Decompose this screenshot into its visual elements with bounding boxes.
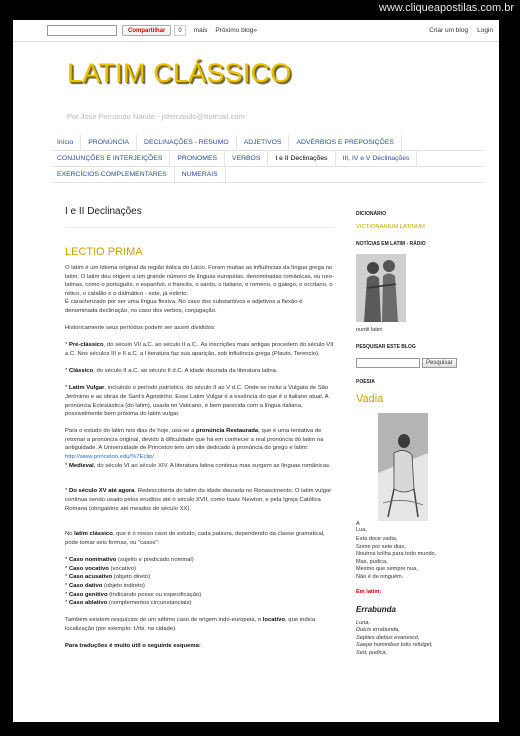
- poem-line: Mas, pudica,: [356, 558, 388, 565]
- share-count: 0: [174, 25, 185, 36]
- term-classico: Clássico: [68, 368, 94, 375]
- case-desc: (vocativo): [108, 565, 137, 572]
- restaurada-text-a: Para o estudo do latim nos dias de hoje, usa-se a: [65, 428, 196, 435]
- login-link[interactable]: Login: [477, 27, 493, 34]
- paragraph-vulgar: * Latim Vulgar, incluindo o período patrístico, do século II ao V d.C. Onde se inclui a Vulgata de São Jerônimo e as obras de Sant’s Agostinho. Esse Latim Vulgar é a essência do que é o italiano atual. A pronúncia Eclesiástica (do latim), usada no Vaticano, é bem parecida com a língua italiana, possivelmente bem próxima do latim vulgar.: [65, 385, 329, 418]
- poem-line: Mesmo que sempre nua,: [356, 566, 418, 573]
- dictionary-heading: DICIONÁRIO: [356, 211, 386, 217]
- statue-icon: [356, 254, 406, 322]
- post-body: [65, 264, 335, 651]
- tab-numerais[interactable]: NUMERAIS: [175, 167, 226, 183]
- tab-iii-iv-v-declinacoes[interactable]: III, IV e V Declinações: [336, 151, 418, 167]
- blogger-navbar: [13, 20, 499, 42]
- tabs-row-2: [53, 151, 483, 167]
- poem-latin: [356, 620, 466, 658]
- poem-line: Septies diebus evanescit,: [356, 634, 420, 641]
- tab-adverbios[interactable]: ADVÉRBIOS E PREPOSIÇÕES: [289, 135, 401, 151]
- tab-inicio[interactable]: Início: [53, 135, 81, 151]
- blog-search-input[interactable]: [356, 358, 420, 368]
- term-restaurada: pronúncia Restaurada: [195, 428, 259, 435]
- medieval-text: , do século VI ao século XIV. A literatura latina continua mas surgem as línguas românicas.: [93, 462, 331, 469]
- locativo-text-c: , na cidade).: [144, 625, 177, 632]
- tab-pronuncia[interactable]: PRONÚNCIA: [81, 135, 137, 151]
- case-desc: (complementos circunstanciais): [107, 600, 192, 607]
- nuntii-caption: nuntii latini: [356, 327, 383, 333]
- search-button[interactable]: Pesquisar: [422, 358, 457, 368]
- paragraph-periods: Historicamente seus períodos podem ser assim divididos:: [65, 325, 216, 332]
- divider: [65, 227, 335, 228]
- term-locativo: locativo: [262, 617, 286, 624]
- spacer: [65, 522, 335, 531]
- paragraph-preclassico: * Pré-clássico, do século VII a.C. ao século II a.C.. As inscrições mais antigas procedem do século VII a.C. Nos séculos III e II a.C. a l iteratura faz sua aparição, sob influência grega (Plauto, Terencio).: [65, 342, 334, 357]
- post-area: [65, 206, 335, 659]
- vadia-title: Vadia: [356, 393, 384, 405]
- esquema-text: Para traduções é muito útil o seguinte esquema:: [65, 643, 201, 650]
- term-urbi: Urbi: [133, 625, 145, 632]
- tabs-row-3: [53, 167, 483, 183]
- blog-title[interactable]: LATIM CLÁSSICO: [67, 58, 292, 88]
- page-tabs: [53, 135, 483, 183]
- more-link[interactable]: mais: [193, 27, 208, 34]
- tab-declinacoes-resumo[interactable]: DECLINAÇÕES - RESUMO: [137, 135, 237, 151]
- tab-conjuncoes[interactable]: CONJUNÇÕES E INTERJEIÇÕES: [53, 151, 170, 167]
- sidebar: [356, 200, 466, 658]
- errabunda-title: Errabunda: [356, 604, 397, 614]
- princeton-link[interactable]: http://www.princeton.edu/%7Eclip/: [65, 454, 155, 461]
- search-heading: PESQUISAR ESTE BLOG: [356, 344, 416, 350]
- preclassico-text: , do século VII a.C. ao século II a.C.. As inscrições mais antigas procedem do século VII a.C. Nos séculos III e II a.C. a l iteratura faz sua aparição, sob influência grega (Plauto, Terencio).: [65, 342, 334, 357]
- poem-line: Noutros brilha para todo mundo,: [356, 551, 437, 558]
- poem-line: Sed, pudica,: [356, 649, 388, 656]
- vadia-image: [378, 413, 428, 521]
- case-name: Caso dativo: [68, 582, 103, 589]
- poem-line: Luna,: [356, 619, 370, 626]
- tabs-row-1: [53, 135, 483, 151]
- paragraph-esquema: [65, 642, 335, 651]
- case-desc: (objeto direto): [112, 574, 151, 581]
- paragraph-casos: [65, 530, 335, 547]
- intro-text: O latim é um idioma original da região itálica do Lácio. Foram muitas as influências da língua grega no latim. O latim deu origem a um grande número de línguas européias, denominadas românicas, ou neo-latinas, como o português, o espanhol, o francês, o sardo, o italiano, o romeno, o galego, o occitano, o rético, o catalão e o dálmático - este, já extinto.: [65, 265, 334, 297]
- paragraph-classico: * Clássico, do século II a.C. ao século II d.C. A idade dourada da literatura latina.: [65, 368, 278, 375]
- case-name: Caso acusativo: [68, 574, 113, 581]
- nuntii-latini-image[interactable]: [356, 254, 406, 322]
- case-list: * Caso nominativo (sujeito e predicado nominal) * Caso vocativo (vocativo) * Caso acusativo (objeto direto) * Caso dativo (objeto indireto) * Caso genitivo (indicando posse ou especificação) * Caso ablativo (complementos circunstanciais): [65, 557, 202, 607]
- page-title: I e II Declinações: [65, 206, 142, 217]
- casos-text-b: , que é o nosso caso de estudo, cada palavra, dependendo da classe gramatical, pode tomar seis formas, ou "casos":: [65, 531, 325, 546]
- case-desc: (sujeito e predicado nominal): [116, 557, 194, 564]
- blog-search: [356, 358, 466, 368]
- paragraph-restaurada: Para o estudo do latim nos dias de hoje, usa-se a pronúncia Restaurada, que é uma tentativa de retomar a pronúncia original, devido à dificuldade que há em conhecer a real pronúncia do latim na antiguidade. A Universidade de Princeton tem um site dedicado à pronúncia do grego e latim: http://www.princeton.edu/%7Eclip/ * Medieval, do século VI ao século XIV. A literatura latina continua mas surgem as línguas românicas.: [65, 428, 331, 469]
- tab-verbos[interactable]: VERBOS: [225, 151, 268, 167]
- casos-text-a: No: [65, 531, 75, 538]
- case-name: Caso vocativo: [68, 565, 109, 572]
- spacer: [65, 479, 335, 488]
- lectio-heading: LECTIO PRIMA: [65, 246, 143, 258]
- case-name: Caso ablativo: [68, 600, 108, 607]
- next-blog-link[interactable]: Próximo blog»: [215, 27, 257, 34]
- blog-description: Por José Fernando Nandé - jsfernando@hotmail.com: [67, 112, 245, 121]
- locativo-text-b: , que indica localização (por exemplo:: [65, 617, 316, 632]
- vadia-caption-b: Lua,: [356, 527, 367, 533]
- poem-line: Não é de ninguém.: [356, 573, 404, 580]
- paragraph-intro: [65, 264, 335, 316]
- tab-i-ii-declinacoes[interactable]: I e II Declinações: [268, 151, 335, 167]
- term-preclassico: Pré-clássico: [68, 342, 104, 349]
- paragraph-seculo-xv: * Do século XV até agora. Redescoberta do latim da idade dourada no Renascimento. O latim vulgar continua sendo usado pelos eruditos até o século XVII, como Isaac Newton, e pela Igreja Católica Romana (obrigatório até meados do século XX).: [65, 488, 332, 512]
- classico-text: , do século II a.C. ao século II d.C. A idade dourada da literatura latina.: [93, 368, 278, 375]
- case-desc: (indicando posse ou especificação): [107, 591, 202, 598]
- case-desc: (objeto indireto): [102, 582, 145, 589]
- case-name: Caso genitivo: [68, 591, 108, 598]
- watermark-text: www.cliqueapostilas.com.br: [378, 2, 514, 14]
- term-medieval: Medieval: [68, 462, 94, 469]
- poetry-heading: POESIA: [356, 379, 375, 385]
- latin-heading: Em latim:: [356, 588, 382, 595]
- term-latim-classico: latim clássico: [74, 531, 113, 538]
- dictionary-link[interactable]: VICTIONARIUM LATINUM: [356, 224, 425, 230]
- restaurada-text-b: , que é uma tentativa de retomar a pronúncia original, devido à dificuldade que há em conhecer a real pronúncia do latim na antiguidade. A Universidade de Princeton tem um site dedicado à pronúncia do grego e latim:: [65, 428, 324, 452]
- vadia-caption-a: A: [356, 521, 360, 527]
- vulgar-text: , incluindo o período patrístico, do século II ao V d.C. Onde se inclui a Vulgata de São Jerônimo e as obras de Sant’s Agostinho. Esse Latim Vulgar é a essência do que é o italiano atual. A pronúncia Eclesiástica (do latim), usada no Vaticano, é bem parecida com a língua italiana, possivelmente bem próxima do latim vulgar.: [65, 385, 329, 418]
- tab-pronomes[interactable]: PRONOMES: [170, 151, 225, 167]
- news-heading: NOTÍCIAS EM LATIM - RÁDIO: [356, 241, 426, 247]
- poem-line: Saepe hominibus totis refulget,: [356, 642, 433, 649]
- share-button[interactable]: Compartilhar: [122, 25, 171, 36]
- tab-adjetivos[interactable]: ADJETIVOS: [237, 135, 290, 151]
- poem-portuguese: [356, 536, 466, 582]
- flexion-text: É caracterizado por ser uma língua flexiva. No caso dos substantivos e adjetivos a flexão é denominada declinação, no caso dos verbos, conjugação.: [65, 299, 303, 314]
- poem-line: Some por sete dias,: [356, 543, 406, 550]
- term-seculo-xv: Do século XV até agora: [68, 488, 135, 495]
- seculo-xv-text: . Redescoberta do latim da idade dourada no Renascimento. O latim vulgar continua sendo usado pelos eruditos até o século XVII, como Isaac Newton, e pela Igreja Católica Romana (obrigatório até meados do século XX).: [65, 488, 332, 512]
- etching-icon: [378, 413, 428, 521]
- tab-exercicios[interactable]: EXERCÍCIOS COMPLEMENTARES: [53, 167, 175, 183]
- locativo-text-a: Também existem resquícios de um sétimo caso de origem indo-europeia, o: [65, 617, 263, 624]
- blog-page: [13, 20, 499, 722]
- term-vulgar: Latim Vulgar: [68, 385, 105, 392]
- paragraph-locativo: [65, 616, 335, 633]
- poem-line: Esta doce vadia,: [356, 536, 398, 542]
- case-name: Caso nominativo: [68, 557, 117, 564]
- poem-line: Dulcis errabunda,: [356, 627, 400, 634]
- create-blog-link[interactable]: Criar um blog: [429, 27, 469, 34]
- navbar-search-input[interactable]: [47, 25, 117, 36]
